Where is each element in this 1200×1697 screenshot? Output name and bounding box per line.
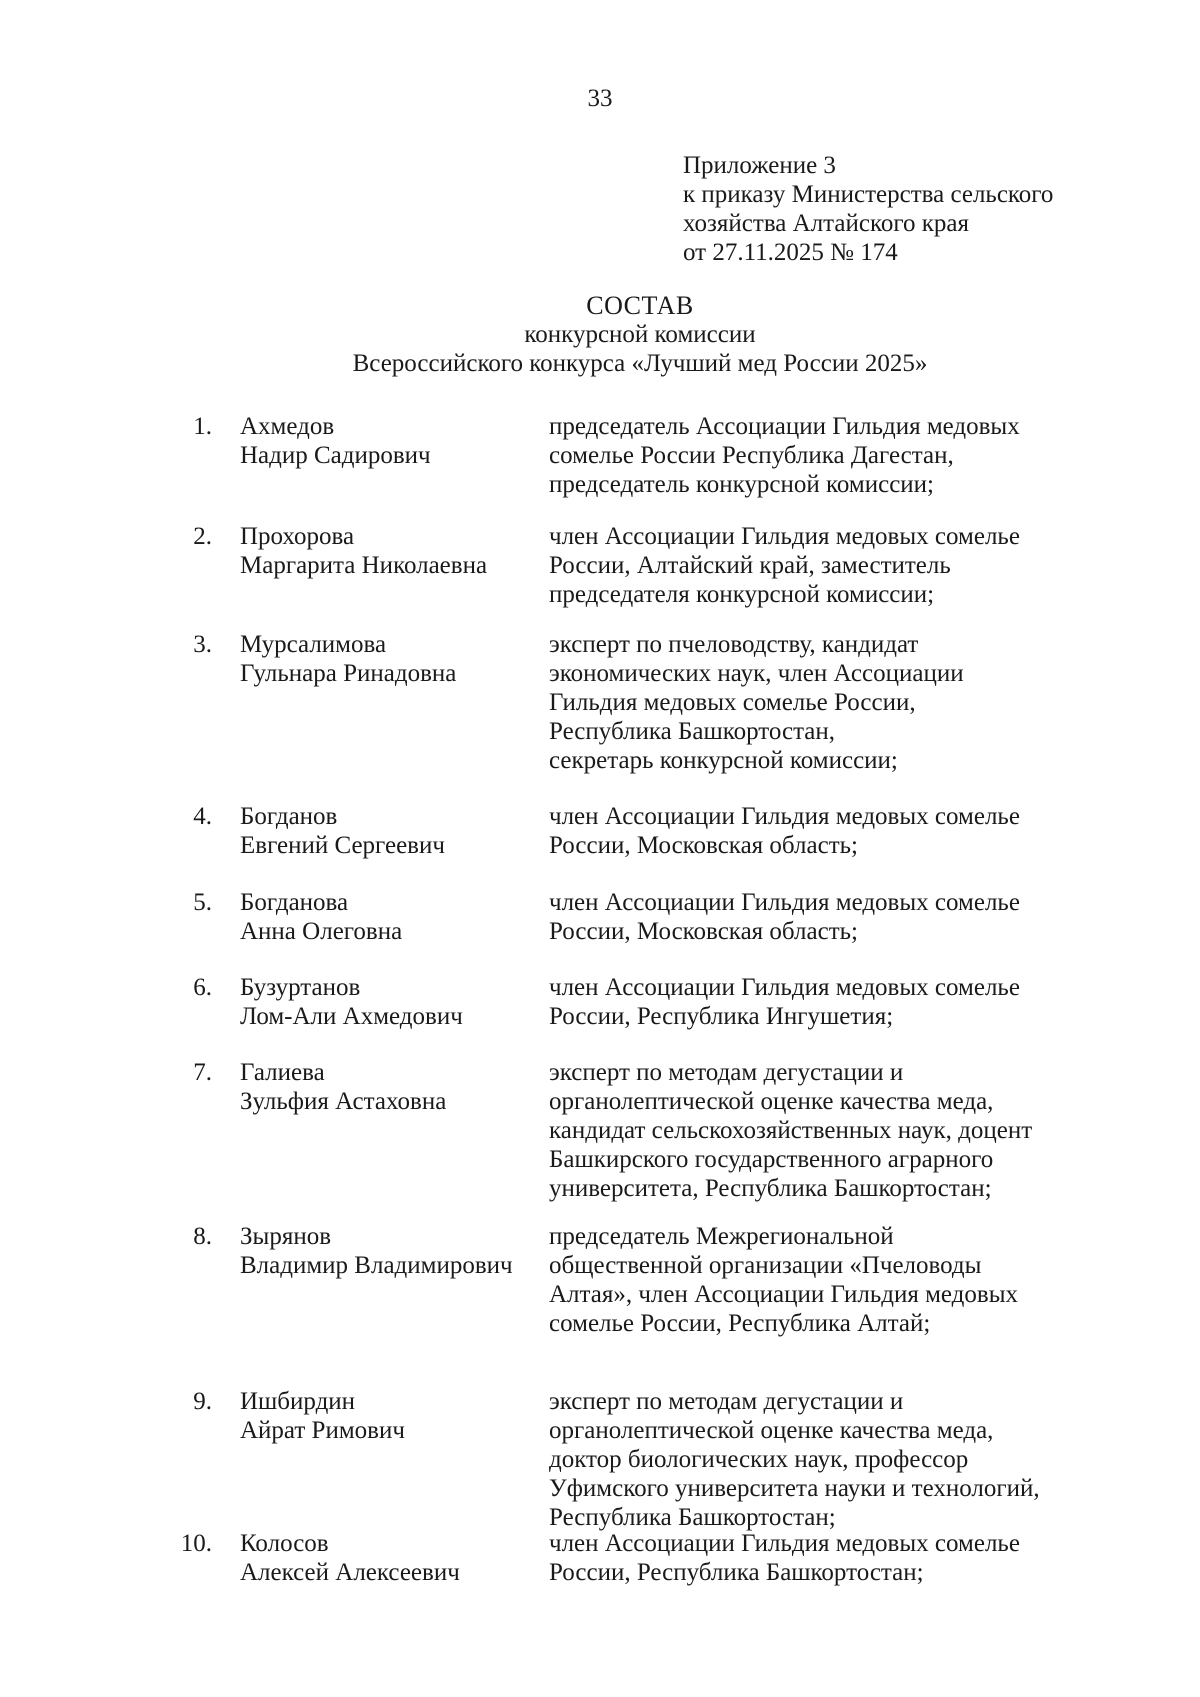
member-given-names: Алексей Алексеевич <box>240 1559 460 1586</box>
title-contest-name: Всероссийского конкурса «Лучший мед России 2025» <box>352 350 928 377</box>
member-position <box>549 1058 1169 1203</box>
member-position-line: член Ассоциации Гильдия медовых сомелье <box>549 889 1020 916</box>
member-position <box>549 630 1169 775</box>
document-title <box>0 291 1200 378</box>
member-surname: Мурсалимова <box>240 631 387 658</box>
member-position-line: член Ассоциации Гильдия медовых сомелье <box>549 1530 1020 1557</box>
member-position-line: России, Республика Ингушетия; <box>549 1003 894 1030</box>
member-surname: Ишбирдин <box>240 1388 356 1415</box>
appendix-reference <box>683 151 1183 267</box>
member-position-line: член Ассоциации Гильдия медовых сомелье <box>549 803 1020 830</box>
member-position-line: эксперт по методам дегустации и <box>549 1388 904 1415</box>
member-number: 3. <box>193 631 212 658</box>
appendix-line: Приложение 3 <box>683 152 836 179</box>
member-position-line: председатель конкурсной комиссии; <box>549 471 934 498</box>
member-position-line: секретарь конкурсной комиссии; <box>549 747 898 774</box>
member-position-line: сомелье России Республика Дагестан, <box>549 442 954 469</box>
member-position-line: член Ассоциации Гильдия медовых сомелье <box>549 523 1020 550</box>
member-position-line: Республика Башкортостан; <box>549 1504 836 1531</box>
member-given-names: Анна Олеговна <box>240 918 403 945</box>
member-given-names: Айрат Римович <box>240 1417 405 1444</box>
member-position <box>549 1222 1169 1338</box>
member-surname: Богданова <box>240 889 349 916</box>
member-given-names: Евгений Сергеевич <box>240 832 445 859</box>
member-surname: Колосов <box>240 1530 329 1557</box>
member-position-line: Уфимского университета науки и технологий, <box>549 1475 1040 1502</box>
member-position-line: председателя конкурсной комиссии; <box>549 581 935 608</box>
member-name <box>240 630 560 688</box>
member-name <box>240 1058 560 1116</box>
member-given-names: Владимир Владимирович <box>240 1252 513 1279</box>
appendix-line: к приказу Министерства сельского <box>683 181 1054 208</box>
member-position-line: председатель Межрегиональной <box>549 1223 894 1250</box>
page-number: 33 <box>587 85 613 112</box>
member-name <box>240 1387 560 1445</box>
member-position <box>549 888 1169 946</box>
member-name <box>240 888 560 946</box>
member-surname: Богданов <box>240 803 338 830</box>
member-number: 7. <box>193 1059 212 1086</box>
member-surname: Зырянов <box>240 1223 332 1250</box>
member-given-names: Гульнара Ринадовна <box>240 660 457 687</box>
member-position-line: эксперт по методам дегустации и <box>549 1059 904 1086</box>
member-position-line: университета, Республика Башкортостан; <box>549 1175 992 1202</box>
member-position-line: общественной организации «Пчеловоды <box>549 1252 982 1279</box>
member-position <box>549 1529 1169 1587</box>
appendix-line: хозяйства Алтайского края <box>683 210 969 237</box>
member-position-line: Гильдия медовых сомелье России, <box>549 689 916 716</box>
member-name <box>240 802 560 860</box>
member-position-line: России, Республика Башкортостан; <box>549 1559 924 1586</box>
member-position-line: органолептической оценке качества меда, <box>549 1088 994 1115</box>
member-position-line: председатель Ассоциации Гильдия медовых <box>549 413 1020 440</box>
member-given-names: Лом-Али Ахмедович <box>240 1003 463 1030</box>
member-name <box>240 522 560 580</box>
member-number: 8. <box>193 1223 212 1250</box>
member-position <box>549 1387 1169 1532</box>
member-given-names: Зульфия Астаховна <box>240 1088 447 1115</box>
member-given-names: Маргарита Николаевна <box>240 552 488 579</box>
member-number: 10. <box>180 1530 212 1557</box>
member-position-line: сомелье России, Республика Алтай; <box>549 1310 931 1337</box>
member-position-line: Алтая», член Ассоциации Гильдия медовых <box>549 1281 1019 1308</box>
member-number: 6. <box>193 974 212 1001</box>
member-position-line: экономических наук, член Ассоциации <box>549 660 964 687</box>
member-position-line: России, Московская область; <box>549 832 858 859</box>
member-surname: Бузуртанов <box>240 974 361 1001</box>
member-surname: Галиева <box>240 1059 325 1086</box>
member-position-line: эксперт по пчеловодству, кандидат <box>549 631 919 658</box>
member-surname: Прохорова <box>240 523 355 550</box>
appendix-line: от 27.11.2025 № 174 <box>683 239 898 266</box>
member-name <box>240 1222 560 1280</box>
member-position-line: России, Алтайский край, заместитель <box>549 552 951 579</box>
member-position <box>549 973 1169 1031</box>
member-given-names: Надир Садирович <box>240 442 431 469</box>
member-position-line: член Ассоциации Гильдия медовых сомелье <box>549 974 1020 1001</box>
member-name <box>240 412 560 470</box>
member-position-line: доктор биологических наук, профессор <box>549 1446 969 1473</box>
member-position-line: кандидат сельскохозяйственных наук, доцент <box>549 1117 1033 1144</box>
member-number: 4. <box>193 803 212 830</box>
member-position <box>549 412 1169 499</box>
member-name <box>240 1529 560 1587</box>
member-number: 1. <box>193 413 212 440</box>
member-surname: Ахмедов <box>240 413 335 440</box>
member-position-line: Республика Башкортостан, <box>549 718 836 745</box>
member-position-line: Башкирского государственного аграрного <box>549 1146 994 1173</box>
member-position-line: органолептической оценке качества меда, <box>549 1417 994 1444</box>
member-number: 2. <box>193 523 212 550</box>
member-number: 5. <box>193 889 212 916</box>
title-subheading: конкурсной комиссии <box>524 321 756 348</box>
member-position <box>549 802 1169 860</box>
member-number: 9. <box>193 1388 212 1415</box>
member-position <box>549 522 1169 609</box>
member-position-line: России, Московская область; <box>549 918 858 945</box>
title-heading: СОСТАВ <box>586 291 694 320</box>
member-name <box>240 973 560 1031</box>
